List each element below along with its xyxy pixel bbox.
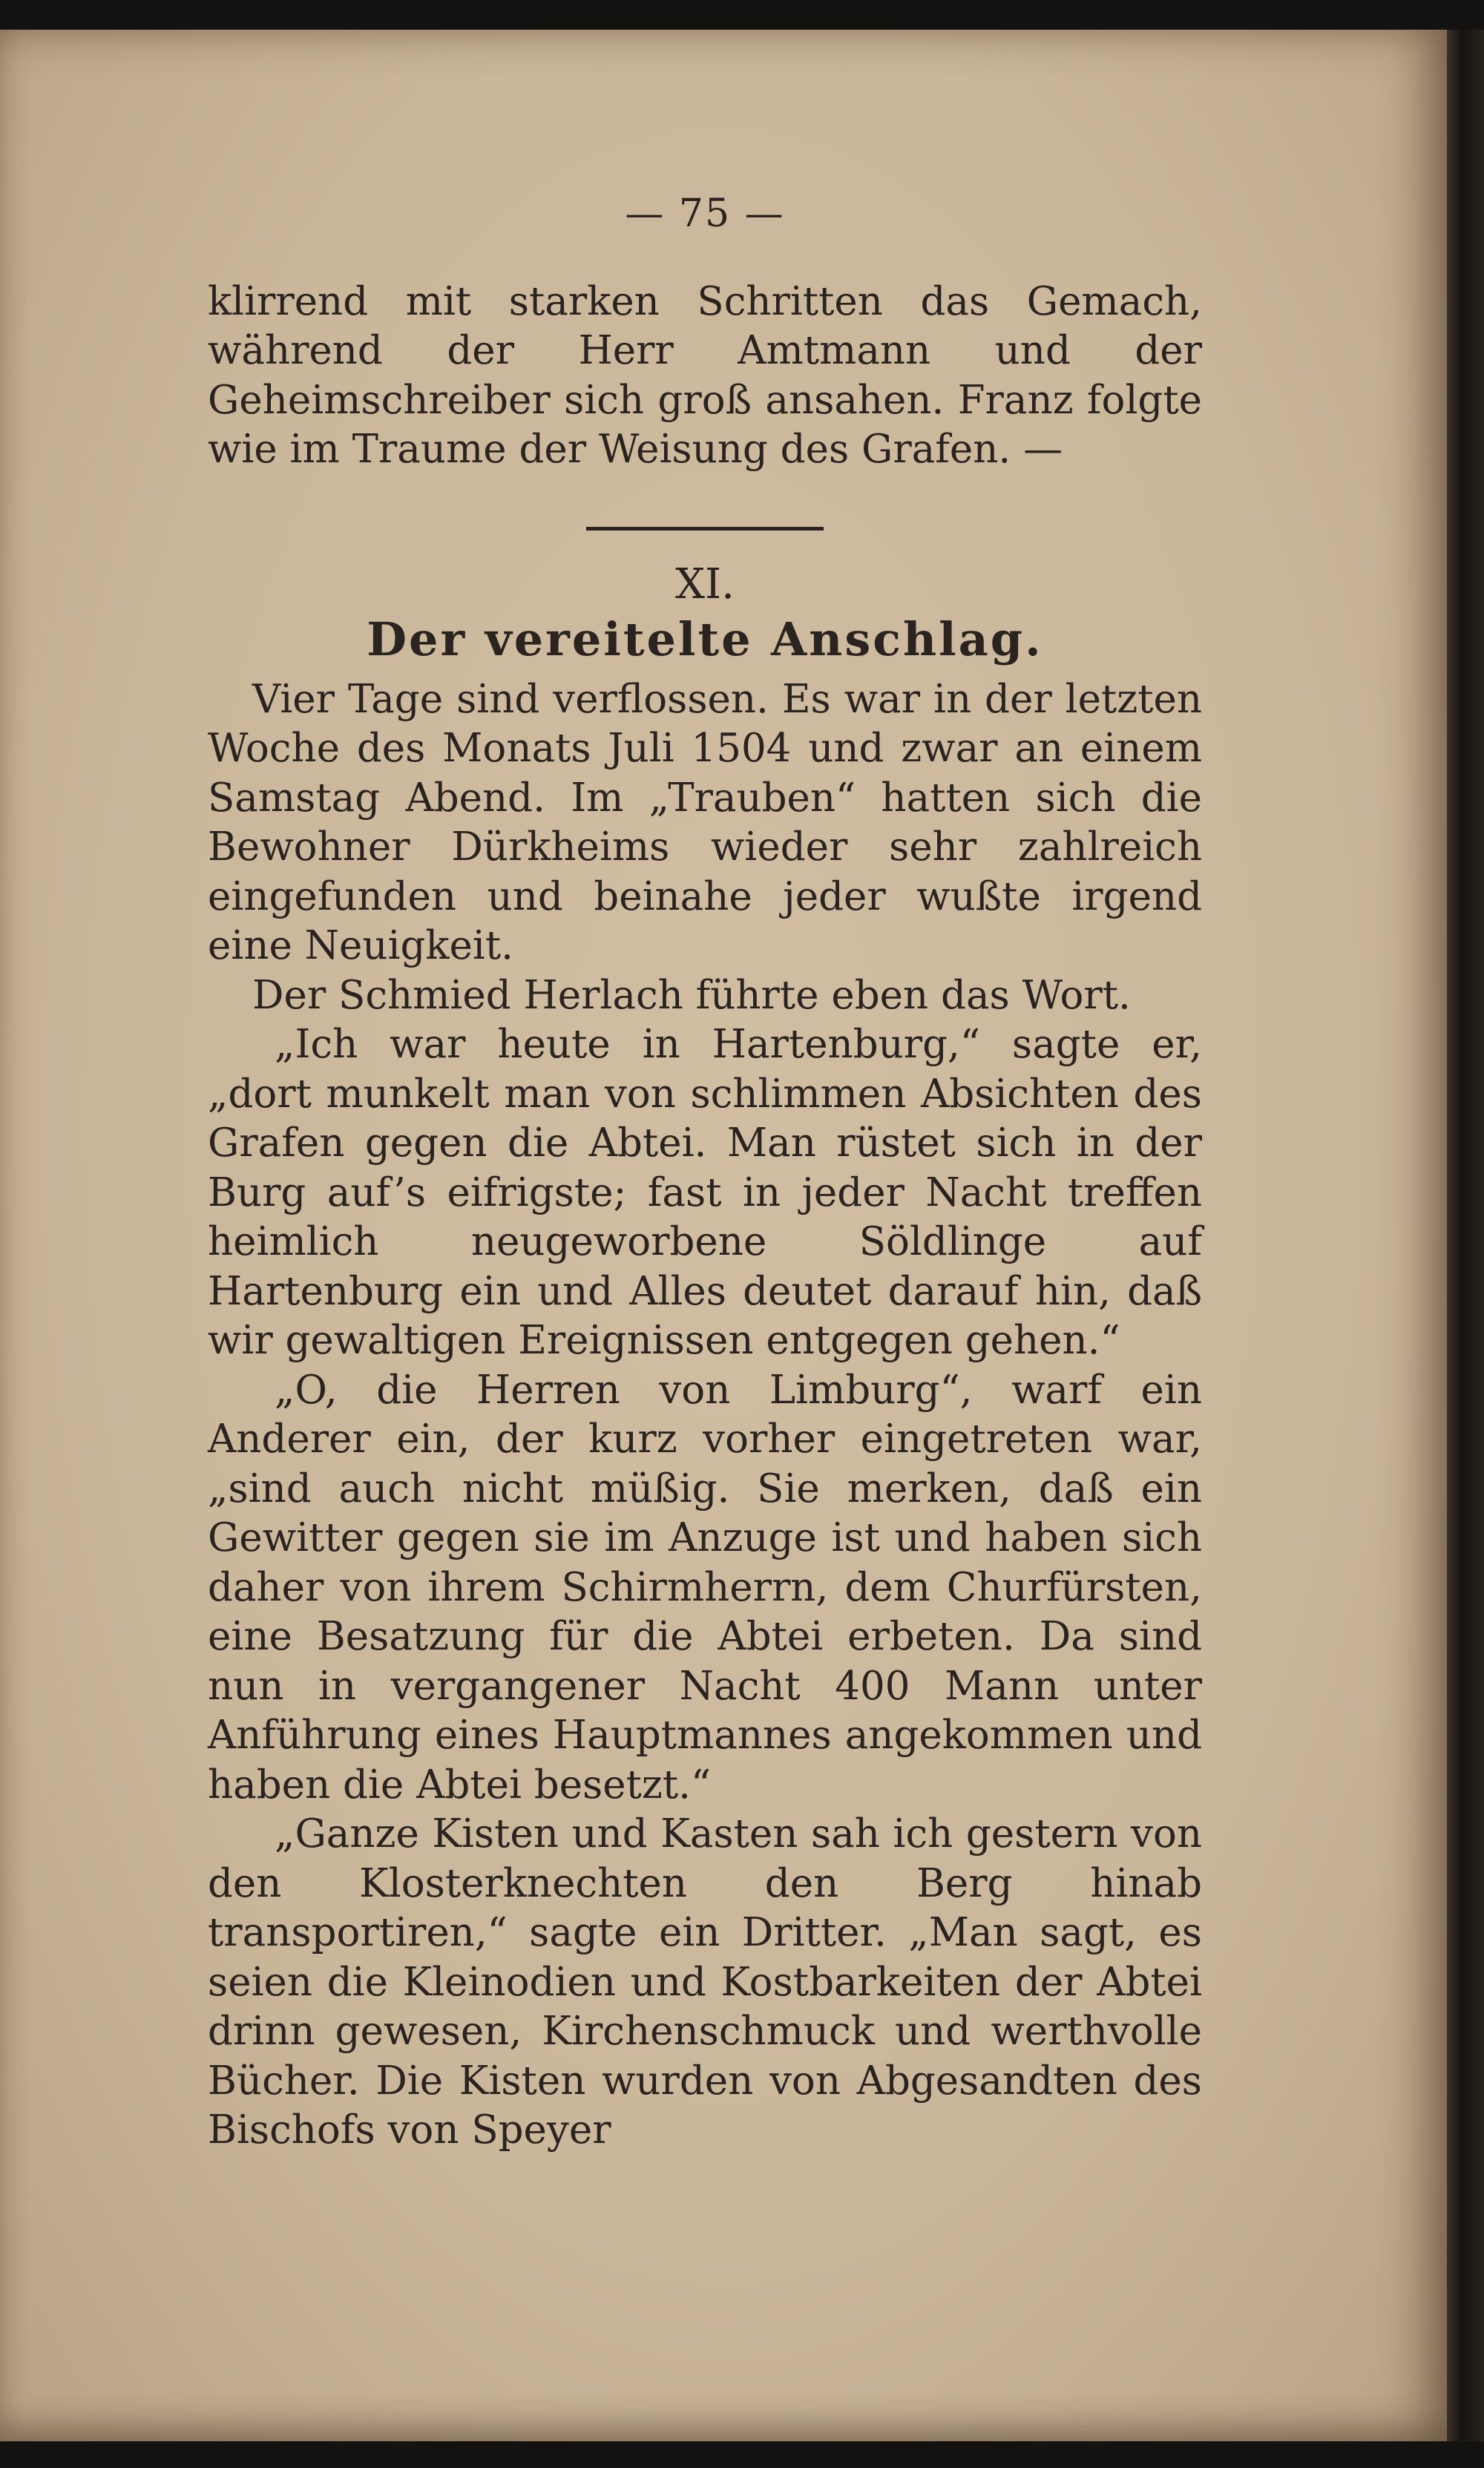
page-text <box>208 189 1202 2156</box>
page-number: — 75 — <box>625 191 785 236</box>
paragraph: „Ganze Kisten und Kasten sah ich gestern von den Klosterknechten den Berg hinab transportiren,“ sagte ein Dritter. „Man sagt, es seien die Kleinodien und Kostbarkeiten der Abtei drinn gewesen, Kirchenschmuck und werthvolle Bücher. Die Kisten wurden von Abgesandten des Bischofs von Speyer <box>208 1811 1202 2153</box>
paragraph: Der Schmied Herlach führte eben das Wort. <box>252 972 1131 1018</box>
continuation-paragraph: klirrend mit starken Schritten das Gemach, während der Herr Amtmann und der Geheimschreiber sich groß ansahen. Franz folgte wie im Traume der Weisung des Grafen. — <box>208 278 1202 472</box>
chapter-number: XI. <box>675 559 735 608</box>
paragraph: Vier Tage sind verflossen. Es war in der letzten Woche des Monats Juli 1504 und zwar an einem Samstag Abend. Im „Trauben“ hatten sich die Bewohner Dürkheims wieder sehr zahlreich eingefunden und beinahe jeder wußte irgend eine Neuigkeit. <box>208 676 1202 968</box>
chapter-title: Der vereitelte Anschlag. <box>367 612 1043 666</box>
paragraph: „Ich war heute in Hartenburg,“ sagte er, „dort munkelt man von schlimmen Absichten des Grafen gegen die Abtei. Man rüstet sich in der Burg auf’s eifrigste; fast in jeder Nacht treffen heimlich neugeworbene Söldlinge auf Hartenburg ein und Alles deutet darauf hin, daß wir gewaltigen Ereignissen entgegen gehen.“ <box>208 1022 1202 1363</box>
chapter-divider <box>586 527 824 531</box>
scan-bottom-edge <box>0 2441 1484 2468</box>
paragraph: „O, die Herren von Limburg“, warf ein Anderer ein, der kurz vorher eingetreten war, „sind auch nicht müßig. Sie merken, daß ein Gewitter gegen sie im Anzuge ist und haben sich daher von ihrem Schirmherrn, dem Churfürsten, eine Besatzung für die Abtei erbeten. Da sind nun in vergangener Nacht 400 Mann unter Anführung eines Hauptmannes angekommen und haben die Abtei besetzt.“ <box>208 1367 1202 1808</box>
book-spine <box>1447 30 1484 2441</box>
scan-top-edge <box>0 0 1484 30</box>
